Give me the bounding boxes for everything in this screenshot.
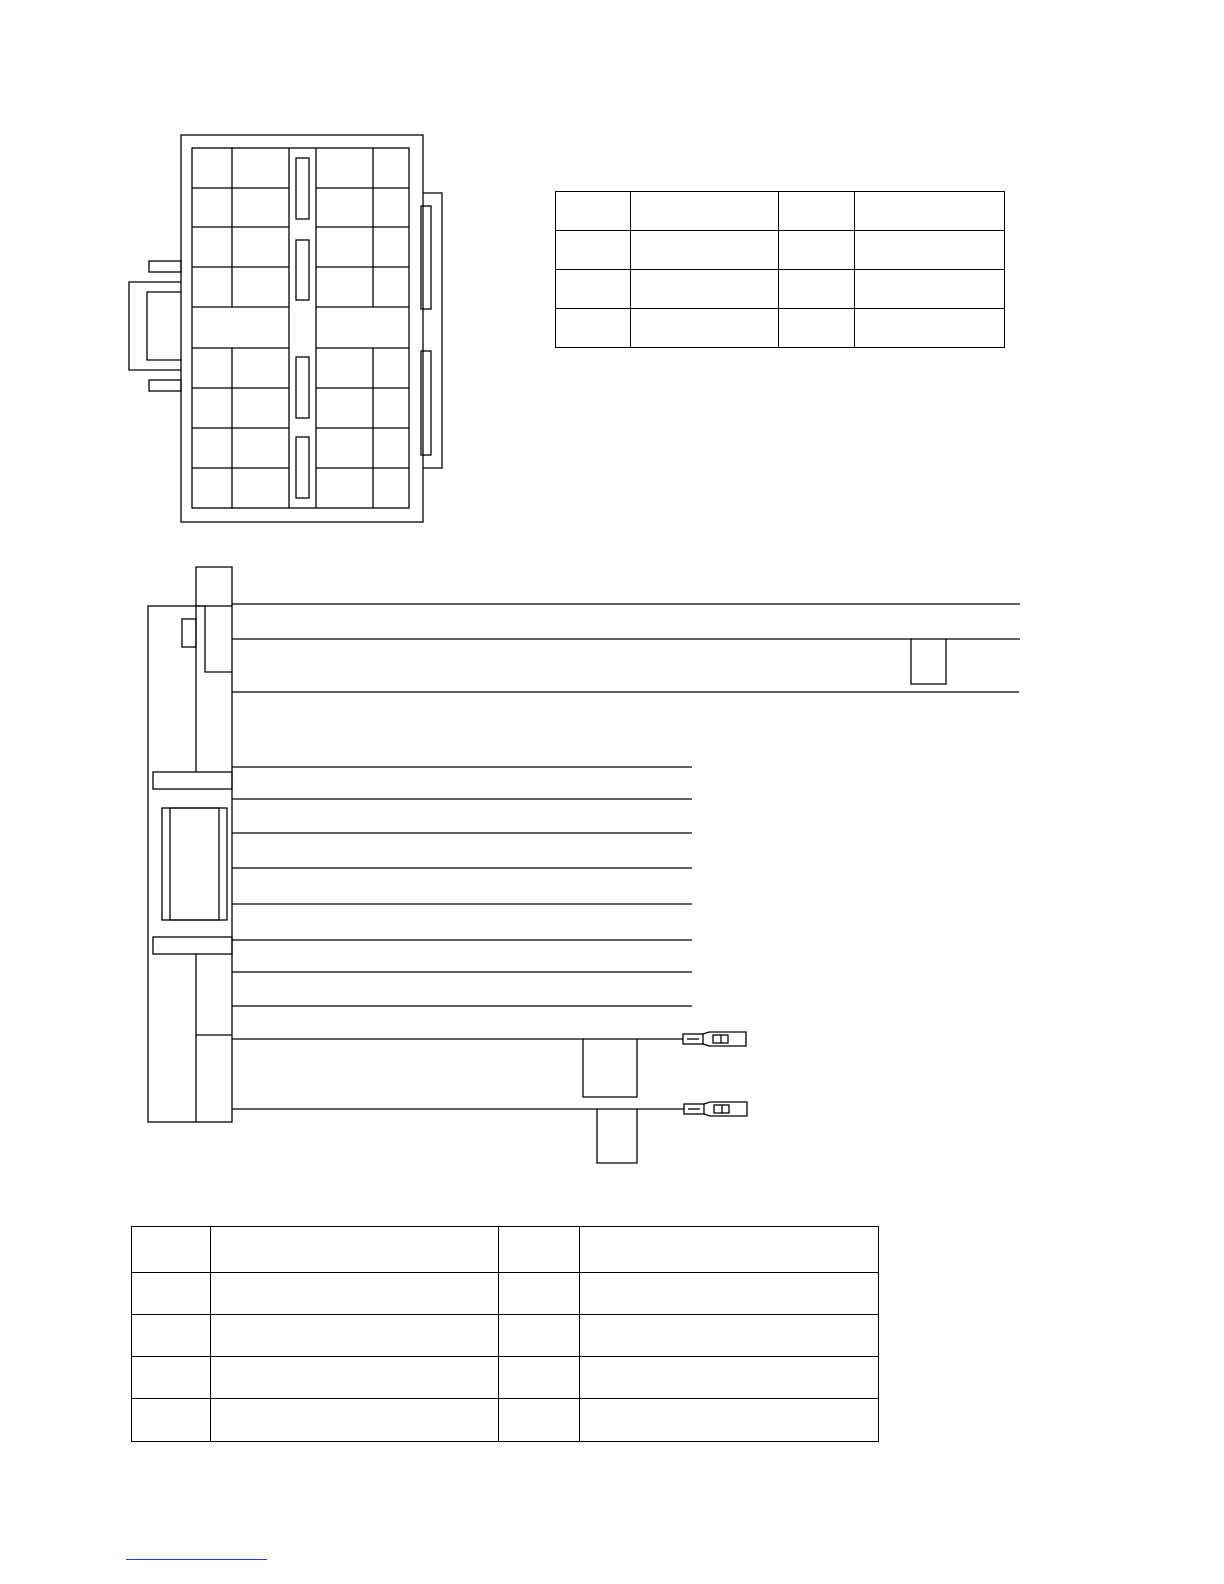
table-row xyxy=(556,192,1005,231)
harness-upper-step xyxy=(196,606,232,672)
harness-top-block xyxy=(196,567,232,606)
harness-rib-upper xyxy=(153,772,232,789)
table-row xyxy=(132,1227,879,1273)
spade-terminal-icon xyxy=(683,1032,746,1046)
center-slot-4 xyxy=(296,437,309,498)
table-cell xyxy=(498,1399,580,1442)
table-row xyxy=(132,1273,879,1315)
pin-table-top xyxy=(555,191,1005,348)
table-cell xyxy=(630,231,779,270)
table-cell xyxy=(132,1399,211,1442)
table-cell xyxy=(855,309,1005,348)
table-cell xyxy=(855,231,1005,270)
table-cell xyxy=(132,1273,211,1315)
harness-medium-wires xyxy=(232,767,692,1006)
connector-face xyxy=(129,135,442,522)
table-cell xyxy=(630,192,779,231)
center-slot-2 xyxy=(296,240,309,300)
table-cell xyxy=(630,270,779,309)
table-cell xyxy=(498,1357,580,1399)
table-cell xyxy=(498,1227,580,1273)
wire-tag-2 xyxy=(597,1109,637,1163)
table-cell xyxy=(580,1315,879,1357)
left-tab-lower xyxy=(149,380,181,391)
table-cell xyxy=(210,1399,498,1442)
center-slot-3 xyxy=(296,357,309,418)
harness-lock-tab xyxy=(182,619,196,647)
table-row xyxy=(556,231,1005,270)
table-cell xyxy=(498,1315,580,1357)
table-cell xyxy=(580,1399,879,1442)
harness-rib-lower xyxy=(153,937,232,954)
table-cell xyxy=(210,1273,498,1315)
table-cell xyxy=(630,309,779,348)
harness-long-wires xyxy=(232,604,1020,692)
table-cell xyxy=(580,1357,879,1399)
table-row xyxy=(556,309,1005,348)
table-cell xyxy=(855,192,1005,231)
wire-marker-tag xyxy=(911,639,946,684)
table-row xyxy=(132,1357,879,1399)
table-cell xyxy=(132,1227,211,1273)
table-cell xyxy=(132,1357,211,1399)
harness-window-outer xyxy=(162,808,227,920)
table-cell xyxy=(132,1315,211,1357)
table-cell xyxy=(556,309,631,348)
connector-right-ear xyxy=(423,193,442,468)
table-row xyxy=(132,1315,879,1357)
table-cell xyxy=(498,1273,580,1315)
table-cell xyxy=(779,192,855,231)
table-cell xyxy=(855,270,1005,309)
table-cell xyxy=(580,1273,879,1315)
table-cell xyxy=(556,231,631,270)
table-row xyxy=(556,270,1005,309)
harness-terminated-wires xyxy=(232,1032,747,1163)
table-cell xyxy=(779,231,855,270)
harness-connector-side xyxy=(148,567,232,1122)
table-cell xyxy=(580,1227,879,1273)
pin-table-bottom xyxy=(131,1226,879,1442)
harness-window-inner xyxy=(170,808,219,920)
table-cell xyxy=(556,192,631,231)
table-cell xyxy=(210,1227,498,1273)
spade-terminal-icon xyxy=(684,1102,747,1116)
connector-pin-area xyxy=(192,148,409,508)
table-cell xyxy=(779,270,855,309)
connector-housing xyxy=(181,135,423,522)
left-clip-inner xyxy=(147,292,181,360)
wire-tag-1 xyxy=(583,1039,637,1097)
left-clip-outer xyxy=(129,282,181,370)
center-slot-1 xyxy=(296,158,309,219)
left-tab-upper xyxy=(149,261,181,272)
footer-link[interactable] xyxy=(126,1555,267,1560)
table-cell xyxy=(779,309,855,348)
table-cell xyxy=(210,1357,498,1399)
table-row xyxy=(132,1399,879,1442)
table-cell xyxy=(556,270,631,309)
table-cell xyxy=(210,1315,498,1357)
